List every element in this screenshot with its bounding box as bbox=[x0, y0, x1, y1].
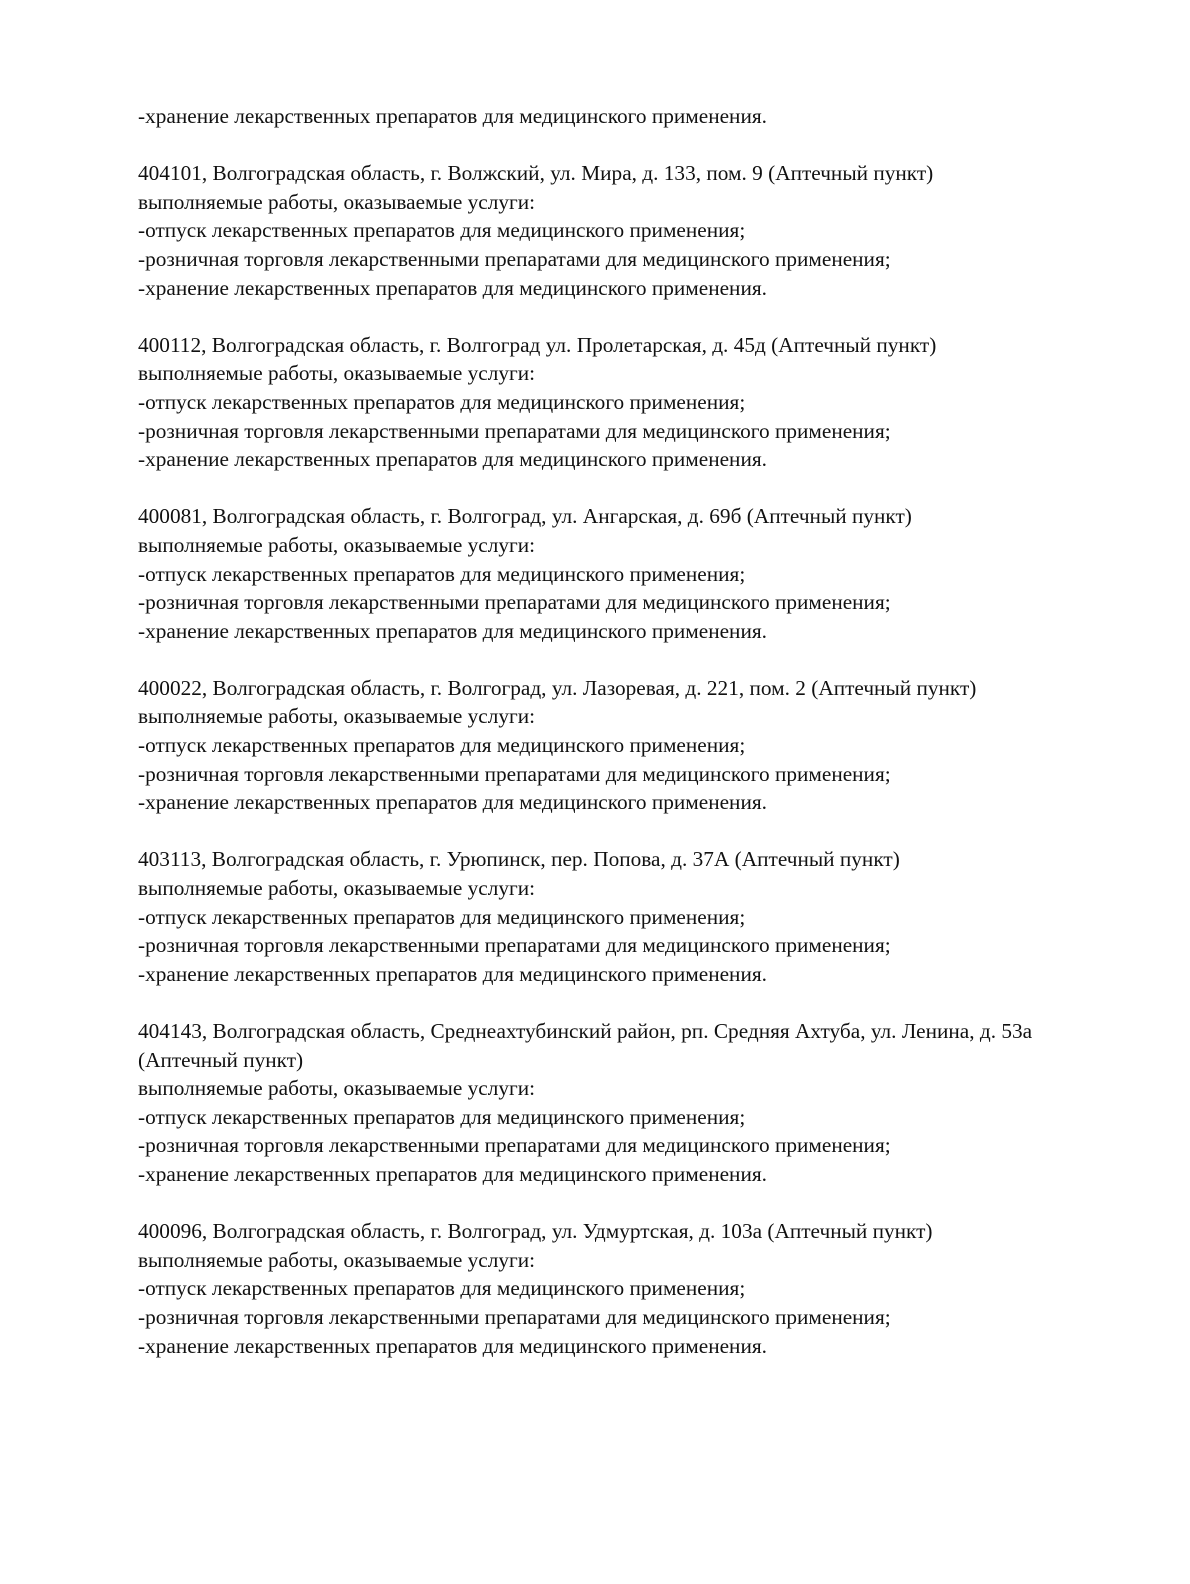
pharmacy-entry bbox=[138, 674, 1113, 817]
service-item: -отпуск лекарственных препаратов для медицинского применения; bbox=[138, 1276, 746, 1301]
service-item: -отпуск лекарственных препаратов для медицинского применения; bbox=[138, 1104, 746, 1129]
service-item: -розничная торговля лекарственными препаратами для медицинского применения; bbox=[138, 933, 891, 958]
services-header: выполняемые работы, оказываемые услуги: bbox=[138, 704, 536, 729]
services-header: выполняемые работы, оказываемые услуги: bbox=[138, 189, 536, 214]
service-item: -розничная торговля лекарственными препаратами для медицинского применения; bbox=[138, 1133, 891, 1158]
service-item: -хранение лекарственных препаратов для медицинского применения. bbox=[138, 961, 767, 986]
document-body bbox=[138, 102, 1113, 1360]
service-item: -отпуск лекарственных препаратов для медицинского применения; bbox=[138, 561, 746, 586]
service-item: -розничная торговля лекарственными препаратами для медицинского применения; bbox=[138, 1304, 891, 1329]
services-header: выполняемые работы, оказываемые услуги: bbox=[138, 1076, 536, 1101]
service-item: -хранение лекарственных препаратов для медицинского применения. bbox=[138, 275, 767, 300]
pharmacy-entry bbox=[138, 159, 1113, 302]
pharmacy-entry bbox=[138, 1017, 1113, 1189]
service-item: -отпуск лекарственных препаратов для медицинского применения; bbox=[138, 904, 746, 929]
entry-address: 403113, Волгоградская область, г. Урюпинск, пер. Попова, д. 37А (Аптечный пункт) bbox=[138, 847, 900, 872]
entry-address: 400112, Волгоградская область, г. Волгоград ул. Пролетарская, д. 45д (Аптечный пункт) bbox=[138, 332, 937, 357]
services-header: выполняемые работы, оказываемые услуги: bbox=[138, 361, 536, 386]
service-item: -отпуск лекарственных препаратов для медицинского применения; bbox=[138, 389, 746, 414]
service-item: -отпуск лекарственных препаратов для медицинского применения; bbox=[138, 733, 746, 758]
pharmacy-entry bbox=[138, 1217, 1113, 1360]
services-header: выполняемые работы, оказываемые услуги: bbox=[138, 876, 536, 901]
entry-address: 400022, Волгоградская область, г. Волгоград, ул. Лазоревая, д. 221, пом. 2 (Аптечный пункт) bbox=[138, 675, 977, 700]
entry-address: 400081, Волгоградская область, г. Волгоград, ул. Ангарская, д. 69б (Аптечный пункт) bbox=[138, 504, 912, 529]
continuation-line: -хранение лекарственных препаратов для медицинского применения. bbox=[138, 104, 767, 128]
service-item: -хранение лекарственных препаратов для медицинского применения. bbox=[138, 618, 767, 643]
service-item: -розничная торговля лекарственными препаратами для медицинского применения; bbox=[138, 418, 891, 443]
service-item: -розничная торговля лекарственными препаратами для медицинского применения; bbox=[138, 246, 891, 271]
entry-address: 404101, Волгоградская область, г. Волжский, ул. Мира, д. 133, пом. 9 (Аптечный пункт) bbox=[138, 161, 934, 186]
service-item: -отпуск лекарственных препаратов для медицинского применения; bbox=[138, 218, 746, 243]
service-item: -хранение лекарственных препаратов для медицинского применения. bbox=[138, 447, 767, 472]
entry-address: 400096, Волгоградская область, г. Волгоград, ул. Удмуртская, д. 103а (Аптечный пункт) bbox=[138, 1219, 933, 1244]
entry-address: 404143, Волгоградская область, Среднеахтубинский район, рп. Средняя Ахтуба, ул. Ленина, д. 53а (Аптечный пункт) bbox=[138, 1019, 1033, 1072]
pharmacy-entry bbox=[138, 845, 1113, 988]
services-header: выполняемые работы, оказываемые услуги: bbox=[138, 532, 536, 557]
service-item: -розничная торговля лекарственными препаратами для медицинского применения; bbox=[138, 590, 891, 615]
services-header: выполняемые работы, оказываемые услуги: bbox=[138, 1247, 536, 1272]
service-item: -хранение лекарственных препаратов для медицинского применения. bbox=[138, 1161, 767, 1186]
pharmacy-entry bbox=[138, 331, 1113, 474]
pharmacy-entry bbox=[138, 502, 1113, 645]
service-item: -хранение лекарственных препаратов для медицинского применения. bbox=[138, 1333, 767, 1358]
service-item: -хранение лекарственных препаратов для медицинского применения. bbox=[138, 790, 767, 815]
service-item: -розничная торговля лекарственными препаратами для медицинского применения; bbox=[138, 761, 891, 786]
